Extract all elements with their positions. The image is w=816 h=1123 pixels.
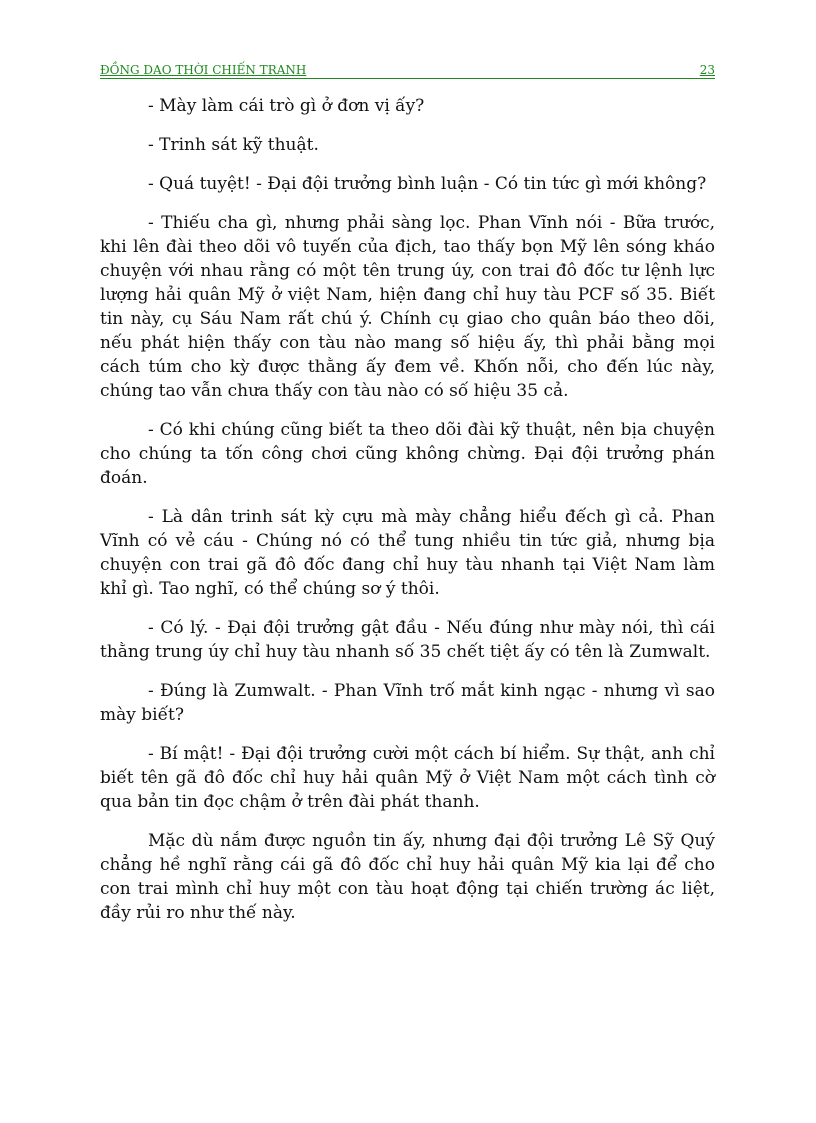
paragraph: - Mày làm cái trò gì ở đơn vị ấy?	[148, 96, 425, 116]
paragraph: - Đúng là Zumwalt. - Phan Vĩnh trố mắt kinh ngạc - nhưng vì sao mày biết?	[100, 681, 715, 725]
paragraph: - Thiếu cha gì, nhưng phải sàng lọc. Phan Vĩnh nói - Bữa trước, khi lên đài theo dõi vô tuyến của địch, tao thấy bọn Mỹ lên sóng kháo chuyện với nhau rằng có một tên trung úy, con trai đô đốc tư lệnh lực lượng hải quân Mỹ ở việt Nam, hiện đang chỉ huy tàu PCF số 35. Biết tin này, cụ Sáu Nam rất chú ý. Chính cụ giao cho quân báo theo dõi, nếu phát hiện thấy con tàu nào mang số hiệu ấy, thì phải bằng mọi cách túm cho kỳ được thằng ấy đem về. Khốn nỗi, cho đến lúc này, chúng tao vẫn chưa thấy con tàu nào có số hiệu 35 cả.	[100, 213, 715, 401]
paragraph: - Quá tuyệt! - Đại đội trưởng bình luận - Có tin tức gì mới không?	[148, 174, 707, 194]
paragraph: - Bí mật! - Đại đội trưởng cười một cách bí hiểm. Sự thật, anh chỉ biết tên gã đô đốc chỉ huy hải quân Mỹ ở Việt Nam một cách tình cờ qua bản tin đọc chậm ở trên đài phát thanh.	[100, 744, 715, 812]
book-title: ĐỒNG DAO THỜI CHIẾN TRANH	[100, 63, 307, 77]
paragraph: - Có lý. - Đại đội trưởng gật đầu - Nếu đúng như mày nói, thì cái thằng trung úy chỉ huy tàu nhanh số 35 chết tiệt ấy có tên là Zumwalt.	[100, 618, 715, 662]
paragraph: - Trinh sát kỹ thuật.	[148, 135, 319, 155]
page-number: 23	[699, 63, 715, 77]
paragraph: - Có khi chúng cũng biết ta theo dõi đài kỹ thuật, nên bịa chuyện cho chúng ta tốn công chơi cũng không chừng. Đại đội trưởng phán đoán.	[100, 420, 715, 488]
paragraph: - Là dân trinh sát kỳ cựu mà mày chẳng hiểu đếch gì cả. Phan Vĩnh có vẻ cáu - Chúng nó có thể tung nhiều tin tức giả, nhưng bịa chuyện con trai gã đô đốc đang chỉ huy tàu nhanh tại Việt Nam làm khỉ gì. Tao nghĩ, có thể chúng sơ ý thôi.	[100, 507, 715, 599]
paragraph: Mặc dù nắm được nguồn tin ấy, nhưng đại đội trưởng Lê Sỹ Quý chẳng hề nghĩ rằng cái gã đô đốc chỉ huy hải quân Mỹ kia lại để cho con trai mình chỉ huy một con tàu hoạt động tại chiến trường ác liệt, đầy rủi ro như thế này.	[100, 831, 715, 923]
running-header	[100, 62, 715, 79]
page-body	[100, 94, 715, 940]
